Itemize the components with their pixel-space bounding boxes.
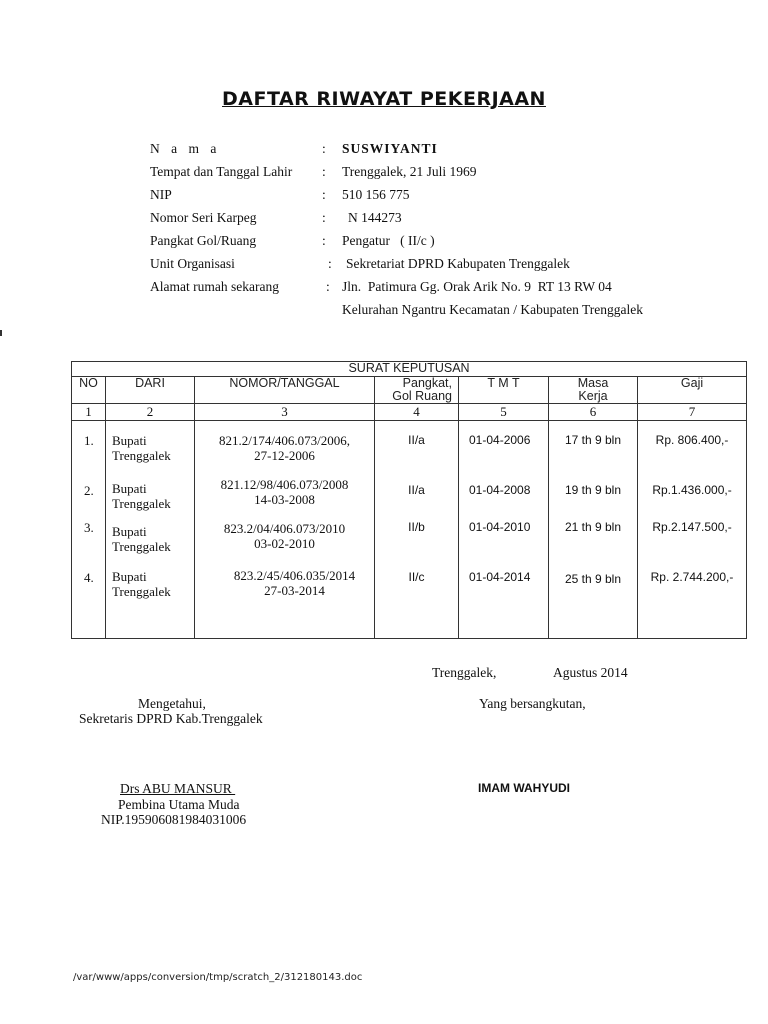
header-pangkat-line1: Pangkat, (402, 376, 452, 390)
row-nomor-date: 27-03-2014 (264, 583, 325, 598)
info-label: Pangkat Gol/Ruang (150, 233, 257, 248)
row-masa: 25 th 9 bln (564, 572, 622, 586)
right-sign-name: IMAM WAHYUDI (478, 781, 570, 795)
row-gol: II/a (408, 433, 425, 447)
row-dari-line1: Bupati (112, 433, 147, 448)
row-no: 1. (84, 433, 94, 448)
info-colon: : (322, 233, 326, 248)
row-gaji: Rp. 806.400,- (655, 433, 729, 447)
row-masa: 21 th 9 bln (564, 520, 622, 534)
row-dari-line2: Trenggalek (112, 496, 171, 511)
decree-table (71, 361, 747, 639)
row-nomor-date: 14-03-2008 (254, 492, 315, 507)
info-label: Tempat dan Tanggal Lahir (150, 164, 293, 179)
date: Agustus 2014 (553, 665, 628, 680)
column-number: 5 (459, 404, 549, 421)
info-label: Nomor Seri Karpeg (150, 210, 257, 225)
row-nomor (195, 477, 374, 507)
row-no: 3. (84, 520, 94, 535)
header-no: NO (72, 377, 106, 404)
header-masa-line2: Kerja (578, 389, 608, 403)
table-caption-row (72, 362, 747, 377)
info-label: Alamat rumah sekarang (150, 279, 279, 294)
row-no: 4. (84, 570, 94, 585)
header-dari: DARI (106, 377, 195, 404)
row-masa: 19 th 9 bln (564, 483, 622, 497)
row-tmt: 01-04-2008 (469, 483, 531, 497)
info-value: Trenggalek, 21 Juli 1969 (342, 164, 477, 179)
info-label: Unit Organisasi (150, 256, 235, 271)
info-colon: : (322, 210, 326, 225)
left-sign-heading: Mengetahui, (138, 696, 206, 711)
header-pangkat-line2: Gol Ruang (392, 389, 452, 403)
column-number: 7 (638, 404, 747, 421)
left-sign-position: Sekretaris DPRD Kab.Trenggalek (79, 711, 263, 726)
info-value: Sekretariat DPRD Kabupaten Trenggalek (346, 256, 570, 271)
column-number: 1 (72, 404, 106, 421)
row-tmt: 01-04-2010 (469, 520, 531, 534)
info-label: NIP (150, 187, 172, 202)
row-dari-line1: Bupati (112, 569, 147, 584)
row-gaji: Rp. 2.744.200,- (650, 570, 734, 584)
header-masa-line1: Masa (577, 376, 609, 390)
dari-column (106, 421, 195, 639)
info-value: N 144273 (348, 210, 402, 225)
row-nomor (195, 568, 374, 598)
nomor-column (195, 421, 375, 639)
row-gol: II/c (408, 570, 425, 584)
row-dari-line1: Bupati (112, 524, 147, 539)
row-dari-line2: Trenggalek (112, 584, 171, 599)
row-masa: 17 th 9 bln (564, 433, 622, 447)
info-colon: : (322, 141, 326, 156)
table-body-row (72, 421, 747, 639)
row-nomor (195, 433, 374, 463)
row-dari-line2: Trenggalek (112, 539, 171, 554)
masa-column (549, 421, 638, 639)
row-nomor-number: 821.2/174/406.073/2006, (218, 433, 351, 448)
header-nomor: NOMOR/TANGGAL (195, 377, 375, 404)
row-tmt: 01-04-2014 (469, 570, 531, 584)
table-caption: SURAT KEPUTUSAN (72, 362, 747, 377)
row-nomor-date: 03-02-2010 (254, 536, 315, 551)
info-colon: : (322, 164, 326, 179)
column-number-row (72, 404, 747, 421)
left-sign-name: Drs ABU MANSUR (120, 781, 236, 796)
info-value: Kelurahan Ngantru Kecamatan / Kabupaten Trenggalek (342, 302, 644, 317)
margin-mark (0, 330, 2, 336)
info-label: N a m a (150, 141, 221, 156)
info-colon: : (326, 279, 330, 294)
row-nomor-number: 821.12/98/406.073/2008 (220, 477, 349, 492)
document-title: DAFTAR RIWAYAT PEKERJAAN (222, 88, 546, 110)
info-value: SUSWIYANTI (342, 141, 438, 156)
table-header-row (72, 377, 747, 404)
header-masa (549, 377, 638, 404)
header-gaji: Gaji (638, 377, 747, 404)
info-value: Pengatur ( II/c ) (342, 233, 435, 248)
column-number: 4 (375, 404, 459, 421)
place: Trenggalek, (432, 665, 497, 680)
row-nomor-date: 27-12-2006 (254, 448, 315, 463)
row-dari (112, 481, 194, 511)
gol-column (375, 421, 459, 639)
left-sign-nip: NIP.195906081984031006 (101, 812, 247, 827)
header-pangkat (375, 377, 459, 404)
gaji-column (638, 421, 747, 639)
row-dari (112, 433, 194, 463)
right-sign-heading: Yang bersangkutan, (479, 696, 586, 711)
column-number: 6 (549, 404, 638, 421)
info-value: 510 156 775 (342, 187, 410, 202)
row-dari-line1: Bupati (112, 481, 147, 496)
row-nomor-number: 823.2/45/406.035/2014 (233, 568, 356, 583)
column-number: 3 (195, 404, 375, 421)
column-number: 2 (106, 404, 195, 421)
no-column (72, 421, 106, 639)
row-gol: II/b (408, 520, 425, 534)
row-no: 2. (84, 483, 94, 498)
row-nomor-number: 823.2/04/406.073/2010 (223, 521, 346, 536)
file-path-footer: /var/www/apps/conversion/tmp/scratch_2/312180143.doc (73, 972, 363, 983)
row-tmt: 01-04-2006 (469, 433, 531, 447)
row-dari (112, 569, 194, 599)
row-dari (112, 524, 194, 554)
info-colon: : (322, 187, 326, 202)
info-value: Jln. Patimura Gg. Orak Arik No. 9 RT 13 RW 04 (342, 279, 612, 294)
row-nomor (195, 521, 374, 551)
info-colon: : (328, 256, 332, 271)
row-gol: II/a (408, 483, 425, 497)
header-tmt: T M T (459, 377, 549, 404)
row-dari-line2: Trenggalek (112, 448, 171, 463)
tmt-column (459, 421, 549, 639)
row-gaji: Rp.1.436.000,- (652, 483, 732, 497)
left-sign-rank: Pembina Utama Muda (118, 797, 240, 812)
row-gaji: Rp.2.147.500,- (652, 520, 732, 534)
